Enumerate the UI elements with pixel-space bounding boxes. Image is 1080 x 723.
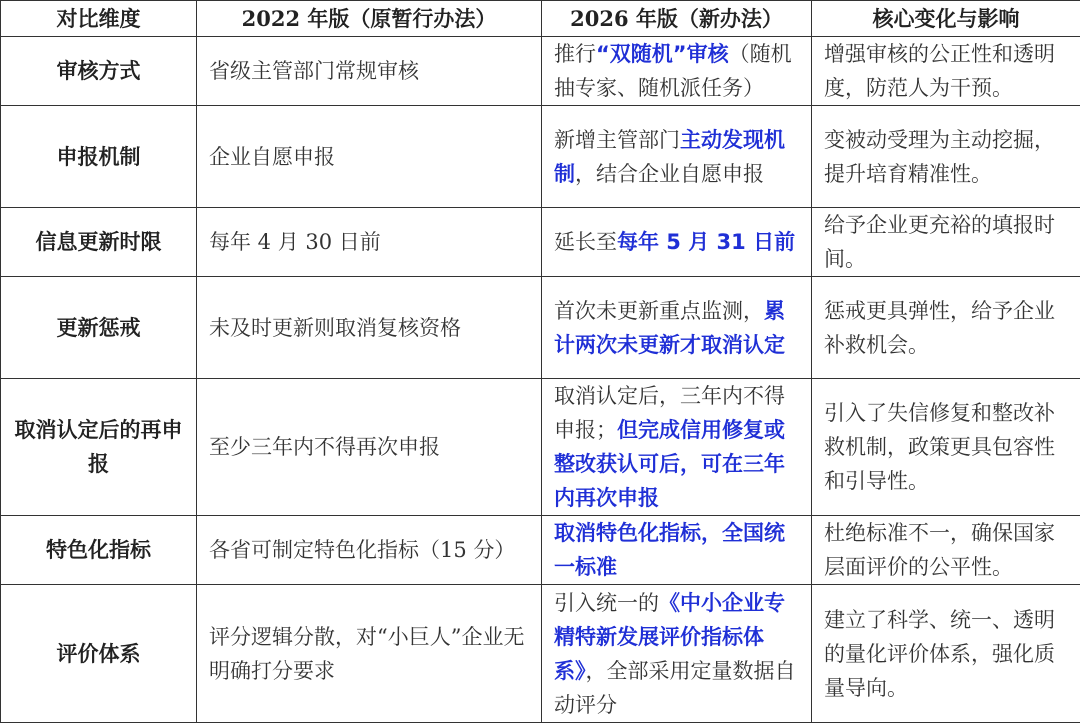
new-version-text: 推行	[554, 42, 596, 66]
highlighted-text: 主动发现机制	[554, 128, 785, 186]
table-row	[1, 277, 1080, 379]
table-row	[1, 379, 1080, 516]
new-version-cell	[542, 37, 812, 106]
impact-cell: 建立了科学、统一、透明的量化评价体系，强化质量导向。	[812, 585, 1080, 723]
highlighted-text: 但完成信用修复或整改获认可后，可在三年内再次申报	[554, 418, 785, 510]
dimension-cell: 申报机制	[1, 106, 197, 208]
dimension-cell: 特色化指标	[1, 516, 197, 585]
new-version-text: 延长至	[554, 230, 617, 254]
impact-cell: 惩戒更具弹性，给予企业补救机会。	[812, 277, 1080, 379]
header-row	[1, 1, 1080, 37]
highlighted-text: 《中小企业专精特新发展评价指标体系》	[554, 591, 785, 683]
new-version-text: ，结合企业自愿申报	[575, 162, 764, 186]
new-version-text: ，全部采用定量数据自动评分	[554, 659, 796, 717]
new-version-cell	[542, 106, 812, 208]
new-version-cell	[542, 277, 812, 379]
dimension-cell: 更新惩戒	[1, 277, 197, 379]
new-version-cell	[542, 379, 812, 516]
table-body	[1, 37, 1080, 723]
old-version-cell: 省级主管部门常规审核	[197, 37, 542, 106]
new-version-text: 引入统一的	[554, 591, 659, 615]
dimension-cell: 审核方式	[1, 37, 197, 106]
old-version-cell: 未及时更新则取消复核资格	[197, 277, 542, 379]
impact-cell: 引入了失信修复和整改补救机制，政策更具包容性和引导性。	[812, 379, 1080, 516]
new-version-text: 新增主管部门	[554, 128, 680, 152]
highlighted-text: “双随机”审核	[596, 42, 729, 66]
header-impact: 核心变化与影响	[812, 1, 1080, 37]
dimension-cell: 取消认定后的再申报	[1, 379, 197, 516]
header-2022-version: 2022 年版（原暂行办法）	[197, 1, 542, 37]
table-row	[1, 516, 1080, 585]
old-version-cell: 各省可制定特色化指标（15 分）	[197, 516, 542, 585]
old-version-cell: 评分逻辑分散，对“小巨人”企业无明确打分要求	[197, 585, 542, 723]
impact-cell: 杜绝标准不一，确保国家层面评价的公平性。	[812, 516, 1080, 585]
dimension-cell: 评价体系	[1, 585, 197, 723]
new-version-cell	[542, 208, 812, 277]
dimension-cell: 信息更新时限	[1, 208, 197, 277]
table-row	[1, 106, 1080, 208]
impact-cell: 变被动受理为主动挖掘，提升培育精准性。	[812, 106, 1080, 208]
header-2026-version: 2026 年版（新办法）	[542, 1, 812, 37]
new-version-cell	[542, 585, 812, 723]
table-row	[1, 208, 1080, 277]
impact-cell: 增强审核的公正性和透明度，防范人为干预。	[812, 37, 1080, 106]
table-row	[1, 585, 1080, 723]
old-version-cell: 至少三年内不得再次申报	[197, 379, 542, 516]
old-version-cell: 每年 4 月 30 日前	[197, 208, 542, 277]
new-version-text: 取消认定后，三年内不得申报；	[554, 384, 785, 442]
new-version-text: （随机抽专家、随机派任务）	[554, 42, 792, 100]
highlighted-text: 每年 5 月 31 日前	[617, 230, 795, 254]
old-version-cell: 企业自愿申报	[197, 106, 542, 208]
highlighted-text: 取消特色化指标，全国统一标准	[554, 521, 785, 579]
table-row	[1, 37, 1080, 106]
impact-cell: 给予企业更充裕的填报时间。	[812, 208, 1080, 277]
new-version-cell	[542, 516, 812, 585]
new-version-text: 首次未更新重点监测，	[554, 299, 764, 323]
highlighted-text: 累计两次未更新才取消认定	[554, 299, 785, 357]
header-dimension: 对比维度	[1, 1, 197, 37]
